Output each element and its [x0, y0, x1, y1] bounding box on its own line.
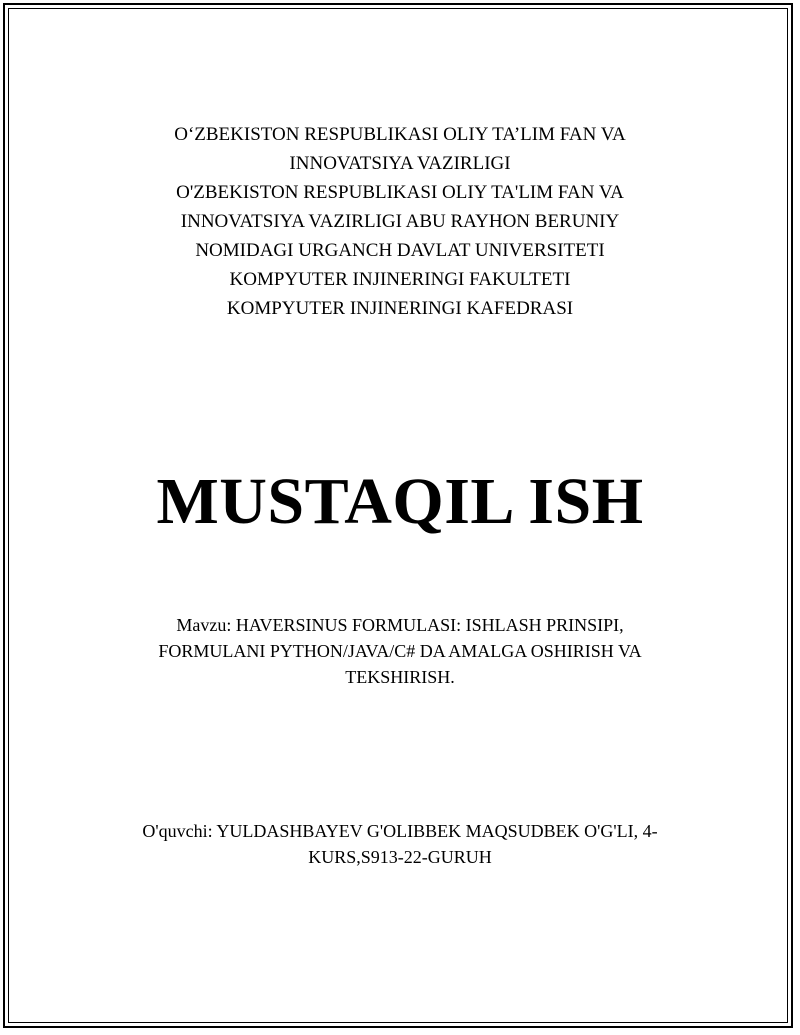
- student-section: [0, 818, 800, 870]
- document-title: MUSTAQIL ISH: [156, 465, 644, 538]
- header-line: NOMIDAGI URGANCH DAVLAT UNIVERSITETI: [195, 240, 605, 261]
- institution-header: [0, 120, 800, 323]
- header-line: INNOVATSIYA VAZIRLIGI: [289, 153, 511, 174]
- topic-line: FORMULANI PYTHON/JAVA/C# DA AMALGA OSHIRISH VA: [158, 641, 642, 661]
- topic-line: TEKSHIRISH.: [345, 667, 455, 687]
- header-line: O'ZBEKISTON RESPUBLIKASI OLIY TA'LIM FAN VA: [176, 182, 624, 203]
- student-line: KURS,S913-22-GURUH: [308, 847, 492, 867]
- header-line: KOMPYUTER INJINERINGI FAKULTETI: [229, 269, 571, 290]
- header-line: INNOVATSIYA VAZIRLIGI ABU RAYHON BERUNIY: [180, 211, 620, 232]
- header-line: O‘ZBEKISTON RESPUBLIKASI OLIY TA’LIM FAN VA: [174, 124, 626, 145]
- topic-line: Mavzu: HAVERSINUS FORMULASI: ISHLASH PRINSIPI,: [176, 615, 624, 635]
- header-line: KOMPYUTER INJINERINGI KAFEDRASI: [226, 298, 574, 319]
- student-line: O'quvchi: YULDASHBAYEV G'OLIBBEK MAQSUDBEK O'G'LI, 4-: [142, 821, 658, 841]
- topic-section: [0, 612, 800, 690]
